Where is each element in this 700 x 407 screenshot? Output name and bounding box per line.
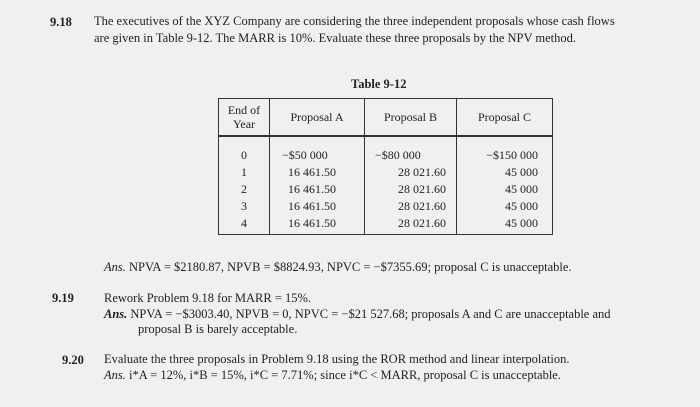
answer-919-line1 xyxy=(104,307,611,322)
answer-918-label: Ans. xyxy=(104,260,126,274)
cell-proposal-c: 45 000 xyxy=(457,181,553,198)
answer-920-text: i*A = 12%, i*B = 15%, i*C = 7.71%; since i*C < MARR, proposal C is unacceptable. xyxy=(129,368,561,382)
answer-918 xyxy=(104,260,572,275)
cell-proposal-a: 16 461.50 xyxy=(270,215,365,235)
problem-number-918: 9.18 xyxy=(50,15,72,29)
problem-number-920: 9.20 xyxy=(62,353,84,367)
cash-flow-table xyxy=(218,98,553,235)
cell-year: 1 xyxy=(219,164,270,181)
table-row xyxy=(219,198,553,215)
table-row xyxy=(219,136,553,164)
answer-919-label: Ans. xyxy=(104,307,128,321)
cell-proposal-a: 16 461.50 xyxy=(270,181,365,198)
cell-proposal-a: 16 461.50 xyxy=(270,198,365,215)
cell-proposal-c: −$150 000 xyxy=(457,136,553,164)
answer-919-text: NPVA = −$3003.40, NPVB = 0, NPVC = −$21 527.68; proposals A and C are unacceptable and xyxy=(130,307,611,321)
cell-proposal-a: 16 461.50 xyxy=(270,164,365,181)
header-end-of-year xyxy=(219,99,270,137)
problem-918-line1: The executives of the XYZ Company are considering the three independent proposals whose cash flows xyxy=(94,14,615,28)
cell-proposal-b: 28 021.60 xyxy=(365,215,457,235)
cell-year: 2 xyxy=(219,181,270,198)
cell-proposal-a: −$50 000 xyxy=(270,136,365,164)
table-title: Table 9-12 xyxy=(351,77,407,91)
header-proposal-c: Proposal C xyxy=(457,99,553,137)
cell-proposal-c: 45 000 xyxy=(457,198,553,215)
cell-proposal-b: 28 021.60 xyxy=(365,198,457,215)
header-proposal-b: Proposal B xyxy=(365,99,457,137)
table-row xyxy=(219,164,553,181)
answer-918-text: NPVA = $2180.87, NPVB = $8824.93, NPVC = −$7355.69; proposal C is unacceptable. xyxy=(129,260,572,274)
header-year-line2: Year xyxy=(232,117,256,131)
cell-year: 0 xyxy=(219,136,270,164)
table-row xyxy=(219,215,553,235)
header-year-line1: End of xyxy=(227,103,261,117)
problem-number-919: 9.19 xyxy=(52,291,74,305)
cell-proposal-b: 28 021.60 xyxy=(365,181,457,198)
cell-year: 3 xyxy=(219,198,270,215)
header-proposal-a: Proposal A xyxy=(270,99,365,137)
cell-proposal-b: 28 021.60 xyxy=(365,164,457,181)
answer-920 xyxy=(104,368,561,383)
answer-920-label: Ans. xyxy=(104,368,126,382)
problem-920-line1: Evaluate the three proposals in Problem 9.18 using the ROR method and linear interpolation. xyxy=(104,352,570,366)
problem-918-line2: are given in Table 9-12. The MARR is 10%. Evaluate these three proposals by the NPV method. xyxy=(94,31,577,45)
cell-proposal-c: 45 000 xyxy=(457,164,553,181)
cell-year: 4 xyxy=(219,215,270,235)
problem-919-line1: Rework Problem 9.18 for MARR = 15%. xyxy=(104,291,312,305)
answer-919-line2: proposal B is barely acceptable. xyxy=(138,322,298,336)
cell-proposal-b: −$80 000 xyxy=(365,136,457,164)
cell-proposal-c: 45 000 xyxy=(457,215,553,235)
table-row xyxy=(219,181,553,198)
